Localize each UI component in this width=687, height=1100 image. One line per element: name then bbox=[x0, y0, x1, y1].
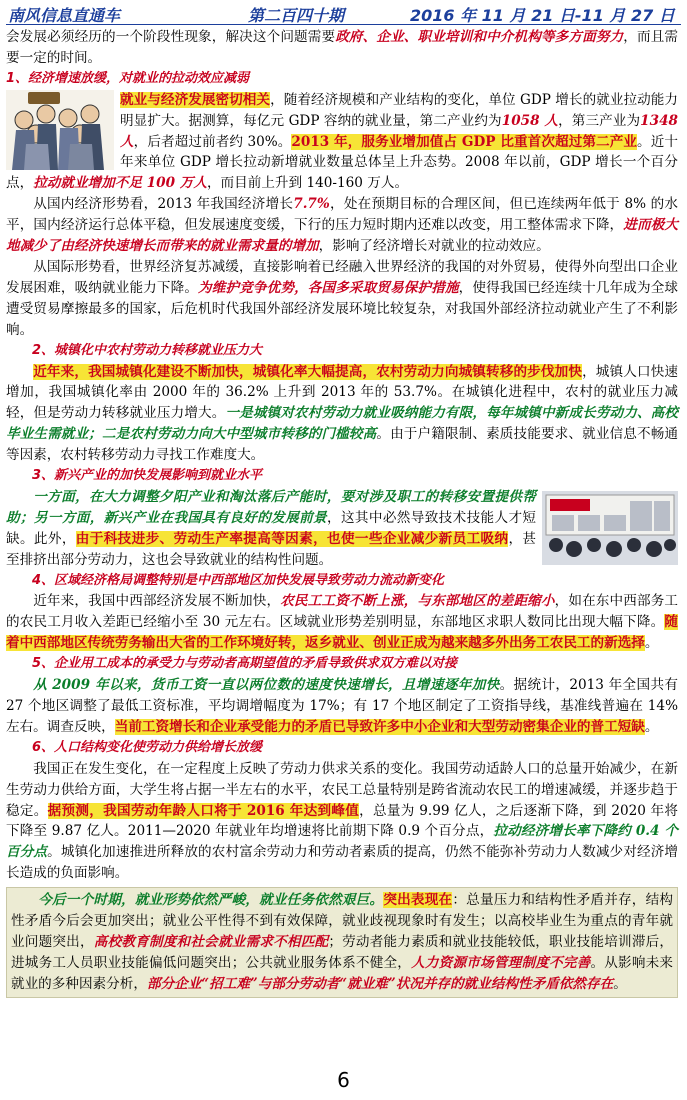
section-1-paragraph-3: 从国际形势看，世界经济复苏减缓，直接影响着已经融入世界经济的我国的对外贸易，使得外向型出口企业发展困难，吸纳就业能力下降。为维护竞争优势，各国多采取贸易保护措施，使得我国已经连续十几年成为全球遭受贸易摩擦最多的国家，后危机时代我国外部经济发展环境比较复杂，对我国外部经济拉动就业产生了不利影响。 bbox=[6, 258, 679, 338]
section-6-paragraph-1: 我国正在发生变化，在一定程度上反映了劳动力供求关系的变化。我国劳动适龄人口的总量开始减少，在新生劳动力供给方面，大学生将占据一半左右的水平，农民工总量特别是跨省流动农民工的增速减缓，并逐步趋于稳定。据预测，我国劳动年龄人口将于 2016 年达到峰值，总量为 9.99 亿人，之后逐渐下降，到 2020 年将下降至 9.87 亿人。2011—2020 年就业年均增速将比前期下降 0.9 个百分点，拉动经济增长率下降约 0.4 个百分点。城镇化加速推进所释放的农村富余劳动力和劳动者素质的提高，仍然不能弥补劳动力人数减少对经济增长造成的负面影响。 bbox=[6, 760, 679, 882]
issue-number: 第二百四十期 bbox=[248, 6, 345, 25]
summary-box bbox=[6, 887, 678, 998]
publication-name: 南风信息直通车 bbox=[8, 6, 121, 25]
section-4-paragraph-1: 近年来，我国中西部经济发展不断加快，农民工工资不断上涨，与东部地区的差距缩小，如在东中西部务工的农民工月收入差距已经缩小至 30 元左右。区域就业形势差别明显，东部地区求职人数同比出现大幅下降。随着中西部地区传统劳务输出大省的工作环境好转，返乡就业、创业正成为越来越多外出务工农民工的新选择。 bbox=[6, 593, 679, 652]
section-1-paragraph-1: 就业与经济发展密切相关，随着经济规模和产业结构的变化，单位 GDP 增长的就业拉动能力明显扩大。据测算，每亿元 GDP 容纳的就业量，第二产业约为1058 人，第三产业为1348 人，后者超过前者约 30%。2013 年，服务业增加值占 GDP 比重首次超过第二产业。近十年来单位 GDP 增长拉动新增就业数量总体呈上升态势。2008 年以前，GDP 增长一个百分点，拉动就业增加不足 100 万人，而目前上升到 140-160 万人。 bbox=[6, 91, 679, 192]
section-1-paragraph-2: 从国内经济形势看，2013 年我国经济增长7.7%，处在预期目标的合理区间，但已连续两年低于 8% 的水平，国内经济运行总体平稳，但发展速度变缓，下行的压力短时期内还难以改变，用工整体需求下降，进而极大地减少了由经济快速增长而带来的就业需求量的增加，影响了经济增长对就业的拉动效应。 bbox=[6, 196, 679, 255]
section-heading-5: 5、企业用工成本的承受力与劳动者高期望值的矛盾导致供求双方难以对接 bbox=[32, 656, 458, 672]
article-body bbox=[6, 27, 678, 998]
summary-paragraph: 今后一个时期，就业形势依然严峻，就业任务依然艰巨。突出表现在：总量压力和结构性矛盾并存，结构性矛盾今后会更加突出；就业公平性得不到有效保障，就业歧视现象时有发生；以高校毕业生为重点的青年就业问题突出，高校教育制度和社会就业需求不相匹配；劳动者能力素质和就业技能较低，职业技能培训滞后，进城务工人员职业技能偏低问题突出；公共就业服务体系不健全，人力资源市场管理制度不完善。从影响未来就业的多种因素分析，部分企业“招工难”与部分劳动者“就业难”状况并存的就业结构性矛盾依然存在。 bbox=[11, 892, 674, 992]
page-number: 6 bbox=[337, 1068, 350, 1092]
section-heading-1: 1、经济增速放缓，对就业的拉动效应减弱 bbox=[6, 70, 250, 86]
job-seekers-crowd-cartoon bbox=[6, 90, 114, 170]
lead-paragraph: 会发展必须经历的一个阶段性现象，解决这个问题需要政府、企业、职业培训和中介机构等多方面努力，而且需要一定的时间。 bbox=[6, 29, 679, 66]
header-rule bbox=[6, 24, 681, 25]
section-heading-4: 4、区域经济格局调整特别是中西部地区加快发展导致劳动力流动新变化 bbox=[32, 572, 445, 588]
section-3-paragraph-1: 一方面，在大力调整夕阳产业和淘汰落后产能时，要对涉及职工的转移安置提供帮助；另一方面，新兴产业在我国具有良好的发展前景，这其中必然导致技术技能人才短缺。此外，由于科技进步、劳动生产率提高等因素，也使一些企业减少新员工吸纳，甚至排挤出部分劳动力，这也会导致就业的结构性问题。 bbox=[6, 488, 537, 568]
section-heading-6: 6、人口结构变化使劳动力供给增长放缓 bbox=[32, 739, 263, 755]
date-range: 2016 年 11 月 21 日-11 月 27 日 bbox=[410, 6, 675, 25]
section-heading-3: 3、新兴产业的加快发展影响到就业水平 bbox=[32, 468, 263, 484]
job-fair-photo bbox=[542, 491, 678, 565]
section-5-paragraph-1: 从 2009 年以来，货币工资一直以两位数的速度快速增长，且增速逐年加快。据统计，2013 年全国共有 27 个地区调整了最低工资标准，平均调增幅度为 17%；有 17 个地区制定了工资指导线，基准线普遍在 14% 左右。调查反映，当前工资增长和企业承受能力的矛盾已导致许多中小企业和大型劳动密集企业的普工短缺。 bbox=[6, 677, 678, 735]
section-heading-2: 2、城镇化中农村劳动力转移就业压力大 bbox=[32, 342, 263, 358]
page-header bbox=[0, 0, 687, 26]
section-2-paragraph-1: 近年来，我国城镇化建设不断加快，城镇化率大幅提高，农村劳动力向城镇转移的步伐加快，城镇人口快速增加，我国城镇化率由 2000 年的 36.2% 上升到 2013 年的 53.7%。在城镇化进程中，农村的就业压力减轻，但是劳动力转移就业压力增大。一是城镇对农村劳动力就业吸纳能力有限，每年城镇中新成长劳动力、高校毕业生需就业；二是农村劳动力向大中型城市转移的门槛较高。由于户籍限制、素质技能要求、就业信息不畅通等因素，农村转移劳动力寻找工作难度大。 bbox=[6, 363, 679, 464]
